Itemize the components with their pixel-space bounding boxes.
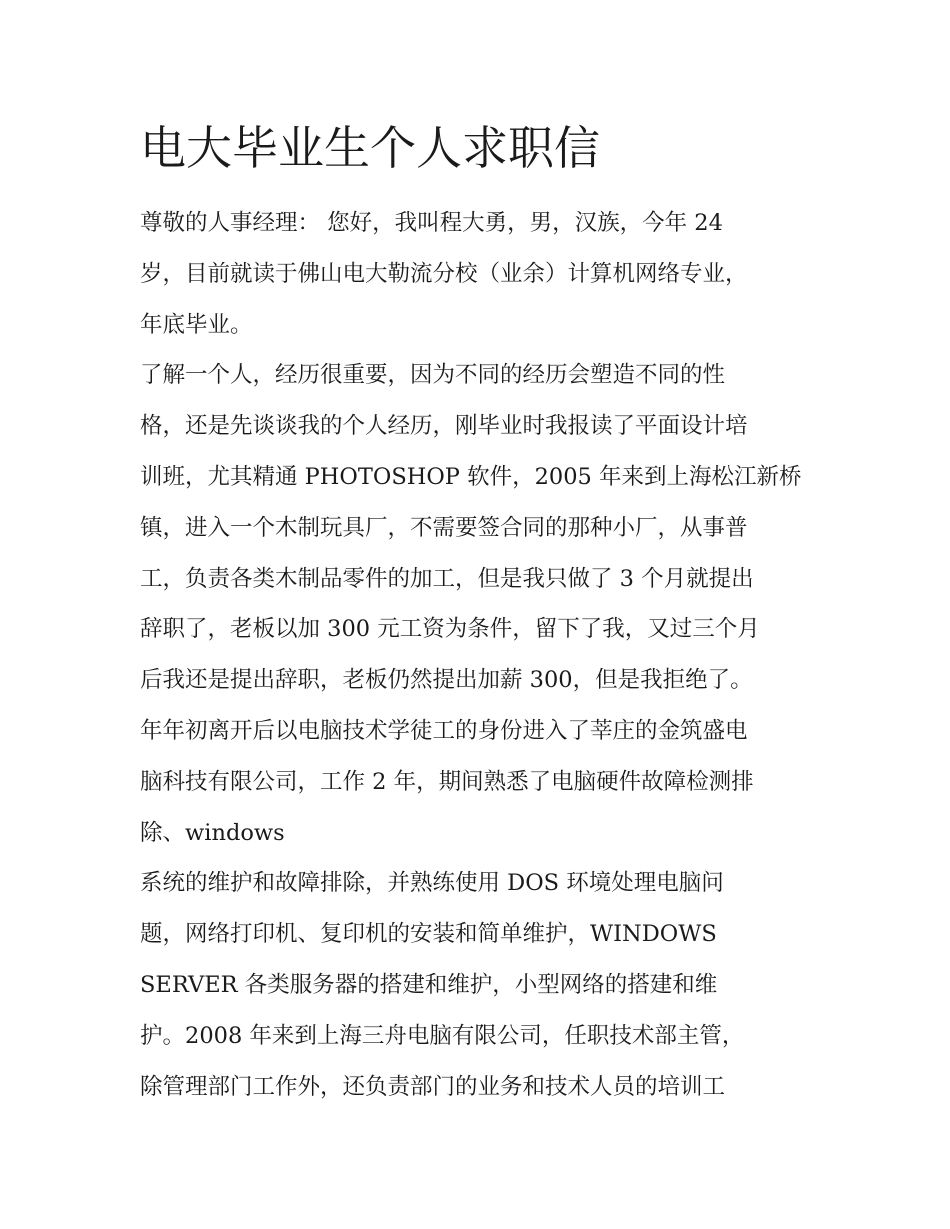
text-line: SERVER 各类服务器的搭建和维护，小型网络的搭建和维 [140, 971, 718, 998]
text-line: 年底毕业。 [140, 311, 253, 338]
text-line: 镇，进入一个木制玩具厂，不需要签合同的那种小厂，从事普 [140, 514, 748, 541]
text-line: 除管理部门工作外，还负责部门的业务和技术人员的培训工 [140, 1073, 726, 1100]
document-body [140, 118, 830, 1112]
text-line: 题，网络打印机、复印机的安装和简单维护，WINDOWS [140, 921, 717, 948]
text-line: 除、windows [140, 819, 285, 846]
text-line: 辞职了，老板以加 300 元工资为条件，留下了我，又过三个月 [140, 616, 760, 643]
text-line: 格，还是先谈谈我的个人经历，刚毕业时我报读了平面设计培 [140, 413, 748, 440]
text-line: 后我还是提出辞职，老板仍然提出加薪 300，但是我拒绝了。 [140, 667, 753, 694]
document-title: 电大毕业生个人求职信 [140, 121, 600, 175]
text-line: 年年初离开后以电脑技术学徒工的身份进入了莘庄的金筑盛电 [140, 717, 748, 744]
letter-text [140, 198, 830, 1112]
text-line: 训班，尤其精通 PHOTOSHOP 软件，2005 年来到上海松江新桥 [140, 463, 802, 490]
text-line: 尊敬的人事经理： 您好，我叫程大勇，男，汉族，今年 24 [140, 210, 723, 236]
text-line: 护。2008 年来到上海三舟电脑有限公司，任职技术部主管， [140, 1022, 745, 1049]
text-line: 脑科技有限公司，工作 2 年，期间熟悉了电脑硬件故障检测排 [140, 768, 754, 795]
text-line: 了解一个人，经历很重要，因为不同的经历会塑造不同的性 [140, 362, 726, 389]
text-line: 工，负责各类木制品零件的加工，但是我只做了 3 个月就提出 [140, 565, 754, 592]
text-line: 系统的维护和故障排除，并熟练使用 DOS 环境处理电脑问 [140, 870, 724, 897]
text-line: 岁，目前就读于佛山电大勒流分校（业余）计算机网络专业， [140, 260, 748, 287]
